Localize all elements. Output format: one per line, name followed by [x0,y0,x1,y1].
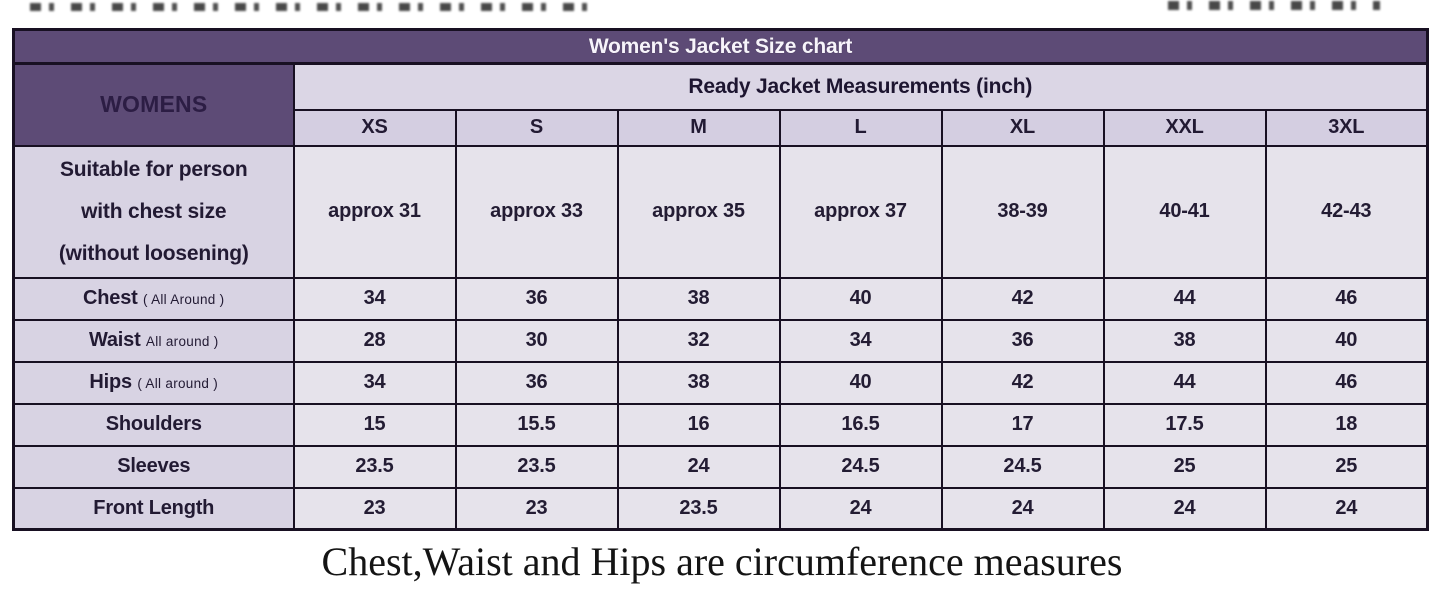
row-label [14,404,294,446]
measurement-value-cell: 23.5 [294,446,456,488]
row-label-line: with chest size [81,199,227,223]
row-label-text: Sleeves [117,455,191,477]
measurement-value-cell: 36 [456,362,618,404]
row-label-note: All around ) [145,334,219,349]
measurement-value-cell: 24.5 [942,446,1104,488]
size-column-header: 3XL [1266,110,1428,146]
measurement-value-cell: 42 [942,362,1104,404]
measurement-value-cell: 46 [1266,362,1428,404]
measurement-value-cell: 24.5 [780,446,942,488]
row-label-text: Chest [83,287,138,309]
size-column-header: M [618,110,780,146]
measurement-value-cell: 28 [294,320,456,362]
row-label [14,446,294,488]
measurement-value-cell: 23 [456,488,618,530]
measurement-value-cell: 15.5 [456,404,618,446]
measurement-value-cell: approx 37 [780,146,942,278]
measurement-value-cell: 15 [294,404,456,446]
measurement-value-cell: approx 31 [294,146,456,278]
measurement-value-cell: 36 [456,278,618,320]
measurements-header: Ready Jacket Measurements (inch) [294,64,1428,110]
measurement-value-cell: 24 [1266,488,1428,530]
table-row [14,446,1428,488]
measurement-value-cell: 23.5 [456,446,618,488]
measurement-value-cell: 40-41 [1104,146,1266,278]
cropped-text-fragment [1168,1,1380,10]
measurement-value-cell: 40 [780,278,942,320]
measurement-value-cell: 40 [1266,320,1428,362]
measurement-value-cell: 17.5 [1104,404,1266,446]
table-row [14,362,1428,404]
measurement-value-cell: 24 [780,488,942,530]
table-title-row [14,30,1428,64]
size-column-header: XXL [1104,110,1266,146]
row-label-text: Front Length [93,496,215,519]
measurement-value-cell: 30 [456,320,618,362]
size-column-header: L [780,110,942,146]
table-row [14,488,1428,530]
table-row [14,278,1428,320]
row-label [14,488,294,530]
measurement-value-cell: 38 [618,362,780,404]
row-label-text: Hips [89,371,132,393]
measurement-value-cell: 40 [780,362,942,404]
measurement-value-cell: approx 35 [618,146,780,278]
cropped-text-fragment [30,3,600,11]
measurement-value-cell: 16.5 [780,404,942,446]
caption-text: Chest,Waist and Hips are circumference measures [321,539,1123,584]
size-chart-table [12,28,1429,531]
measurement-value-cell: approx 33 [456,146,618,278]
row-label-text: Waist [88,329,141,351]
measurement-value-cell: 25 [1266,446,1428,488]
corner-label: WOMENS [14,64,294,146]
table-row [14,320,1428,362]
measurement-value-cell: 34 [294,362,456,404]
measurement-value-cell: 34 [780,320,942,362]
row-label-line: (without loosening) [58,241,249,265]
row-label [14,278,294,320]
measurement-value-cell: 38 [1104,320,1266,362]
measurement-value-cell: 42 [942,278,1104,320]
size-column-header: XL [942,110,1104,146]
row-label [14,146,294,278]
row-label-note: ( All Around ) [142,292,225,307]
row-label-note: ( All around ) [137,376,219,391]
measurements-header-row [14,64,1428,110]
table-row [14,404,1428,446]
measurement-value-cell: 46 [1266,278,1428,320]
measurement-value-cell: 25 [1104,446,1266,488]
measurement-value-cell: 16 [618,404,780,446]
size-column-header: XS [294,110,456,146]
row-label-line: Suitable for person [59,157,248,181]
row-label-text: Shoulders [105,413,202,435]
measurement-value-cell: 32 [618,320,780,362]
measurement-value-cell: 24 [942,488,1104,530]
measurement-value-cell: 36 [942,320,1104,362]
measurement-value-cell: 34 [294,278,456,320]
row-label [14,362,294,404]
measurement-value-cell: 38-39 [942,146,1104,278]
measurement-value-cell: 44 [1104,278,1266,320]
size-column-header: S [456,110,618,146]
table-title: Women's Jacket Size chart [14,30,1428,64]
measurement-value-cell: 24 [618,446,780,488]
measurement-value-cell: 23 [294,488,456,530]
measurement-value-cell: 23.5 [618,488,780,530]
measurement-value-cell: 38 [618,278,780,320]
measurement-value-cell: 44 [1104,362,1266,404]
table-row [14,146,1428,278]
measurement-value-cell: 18 [1266,404,1428,446]
measurement-value-cell: 24 [1104,488,1266,530]
measurement-value-cell: 17 [942,404,1104,446]
measurement-value-cell: 42-43 [1266,146,1428,278]
row-label [14,320,294,362]
